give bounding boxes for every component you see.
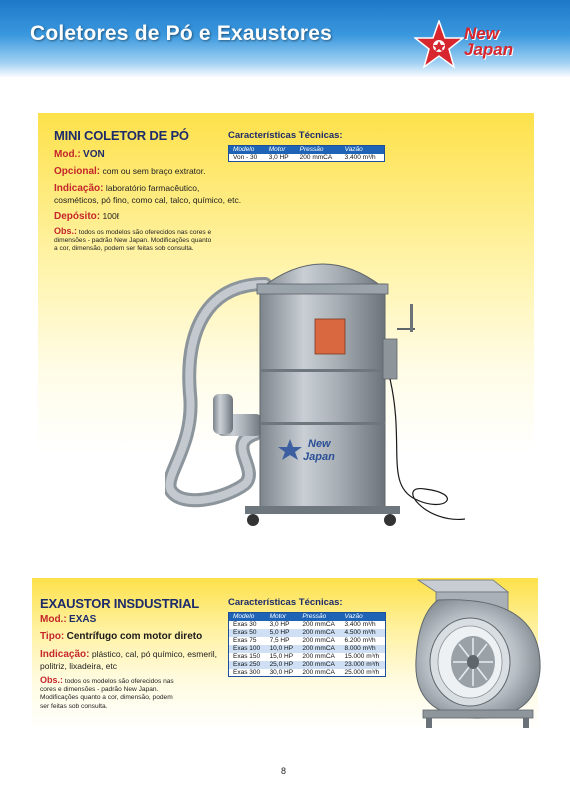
exaustor-fan-image: [398, 570, 548, 730]
column-header: Modelo: [229, 613, 266, 621]
table-cell: 10,0 HP: [266, 645, 299, 653]
product1-specs-title: Características Técnicas:: [228, 130, 343, 141]
table-cell: Exas 100: [229, 645, 266, 653]
obs-line-2: dimensões - padrão New Japan. Modificações quanto: [54, 237, 212, 245]
product1-deposit: [54, 211, 119, 222]
model-label: Mod.:: [40, 614, 67, 625]
table-row: [229, 154, 385, 162]
indication-label: Indicação:: [54, 183, 104, 194]
obs-line-1: todos os modelos são oferecidos nas cores e: [78, 229, 212, 236]
table-cell: 15,0 HP: [269, 653, 294, 660]
table-row: [229, 637, 386, 645]
table-cell: 3.400 m³/h: [344, 153, 376, 161]
star-logo-icon: [414, 20, 464, 72]
indication-value-1: plástico, cal, pó químico, esmeril,: [91, 649, 218, 659]
mini-coletor-machine-image: [165, 244, 465, 534]
optional-value: com ou sem braço extrator.: [102, 166, 206, 176]
product1-optional: [54, 166, 206, 177]
table-cell: 200 mmCA: [302, 637, 335, 644]
type-value: Centrífugo com motor direto: [66, 631, 203, 642]
obs-line-3: Modificações quanto a cor, dimensão, podem: [40, 694, 173, 702]
table-header-row: [229, 613, 386, 621]
product2-obs: [40, 676, 220, 711]
page-header: [0, 0, 570, 78]
product1-title: MINI COLETOR DE PÓ: [54, 128, 189, 143]
logo-line-2: Japan: [464, 40, 514, 59]
table-row: [229, 645, 386, 653]
logo-line-1: New: [464, 24, 499, 43]
product1-indication-2: cosméticos, pó fino, como cal, talco, químico, etc.: [54, 195, 242, 205]
new-japan-logo: [414, 20, 534, 72]
product2-indication: [40, 649, 217, 660]
table-cell: Von - 30: [233, 153, 258, 161]
table-row: [229, 653, 386, 661]
table-cell: Exas 300: [233, 668, 261, 676]
column-header: Modelo: [229, 146, 265, 154]
table-cell: 25.000 m³/h: [344, 668, 380, 676]
obs-line-3: a cor, dimensão, podem ser feitas sob consulta.: [54, 245, 194, 253]
product2-type: [40, 631, 202, 642]
table-header-row: [229, 146, 385, 154]
table-cell: Exas 150: [233, 653, 261, 660]
table-cell: 30,0 HP: [269, 668, 294, 676]
column-header: Pressão: [296, 146, 341, 154]
table-cell: 4.500 m³/h: [341, 629, 386, 637]
indication-value-1: laboratório farmacêutico,: [105, 183, 200, 193]
table-row: [229, 661, 386, 669]
product2-indication-2: politriz, lixadeira, etc: [40, 661, 118, 671]
optional-label: Opcional:: [54, 166, 101, 177]
table-cell: 3,0 HP: [268, 153, 289, 161]
obs-label: Obs.:: [40, 675, 64, 685]
logo-text: [464, 26, 513, 58]
table-cell: 3.400 m³/h: [344, 621, 376, 628]
obs-line-2: cores e dimensões - padrão New Japan.: [40, 686, 159, 694]
table-cell: Exas 75: [233, 637, 257, 644]
obs-line-4: ser feitas sob consulta.: [40, 702, 108, 710]
model-value: EXAS: [69, 614, 97, 625]
product2-specs-table: [228, 612, 386, 677]
table-cell: Exas 50: [229, 629, 266, 637]
type-label: Tipo:: [40, 631, 65, 642]
machine-brand-1: New: [308, 438, 331, 450]
table-cell: 200 mmCA: [299, 153, 333, 161]
column-header: Vazão: [341, 613, 386, 621]
table-cell: 200 mmCA: [302, 621, 335, 628]
table-cell: 6.200 m³/h: [344, 637, 376, 644]
table-cell: 23.000 m³/h: [341, 661, 386, 669]
column-header: Vazão: [341, 146, 385, 154]
product2-specs-title: Características Técnicas:: [228, 597, 343, 608]
table-cell: 15.000 m³/h: [344, 653, 380, 660]
table-cell: 8.000 m³/h: [341, 645, 386, 653]
table-cell: 200 mmCA: [298, 661, 340, 669]
deposit-label: Depósito:: [54, 211, 101, 222]
model-value: VON: [83, 149, 105, 160]
table-cell: 5,0 HP: [266, 629, 299, 637]
column-header: Pressão: [298, 613, 340, 621]
column-header: Motor: [265, 146, 296, 154]
page-number: 8: [281, 766, 287, 776]
product1-indication: [54, 183, 199, 194]
table-cell: 25,0 HP: [266, 661, 299, 669]
obs-line-1: todos os modelos são oferecidos nas: [64, 678, 174, 685]
table-cell: 200 mmCA: [302, 668, 335, 676]
table-cell: Exas 250: [229, 661, 266, 669]
product2-model: [40, 614, 96, 625]
machine-brand-2: Japan: [303, 451, 335, 463]
deposit-value: 100ℓ: [102, 211, 120, 221]
page-title: Coletores de Pó e Exaustores: [30, 22, 333, 45]
model-label: Mod.:: [54, 149, 81, 160]
column-header: Motor: [266, 613, 299, 621]
table-cell: Exas 30: [233, 621, 257, 628]
table-row: [229, 629, 386, 637]
table-cell: 200 mmCA: [298, 645, 340, 653]
table-cell: 7,5 HP: [269, 637, 290, 644]
product1-model: [54, 149, 105, 160]
indication-label: Indicação:: [40, 649, 90, 660]
table-row: [229, 621, 386, 629]
table-row: [229, 669, 386, 677]
table-cell: 3,0 HP: [269, 621, 290, 628]
product1-specs-table: [228, 145, 385, 162]
table-cell: 200 mmCA: [302, 653, 335, 660]
obs-label: Obs.:: [54, 226, 78, 236]
table-cell: 200 mmCA: [298, 629, 340, 637]
product2-title: EXAUSTOR INSDUSTRIAL: [40, 596, 199, 611]
